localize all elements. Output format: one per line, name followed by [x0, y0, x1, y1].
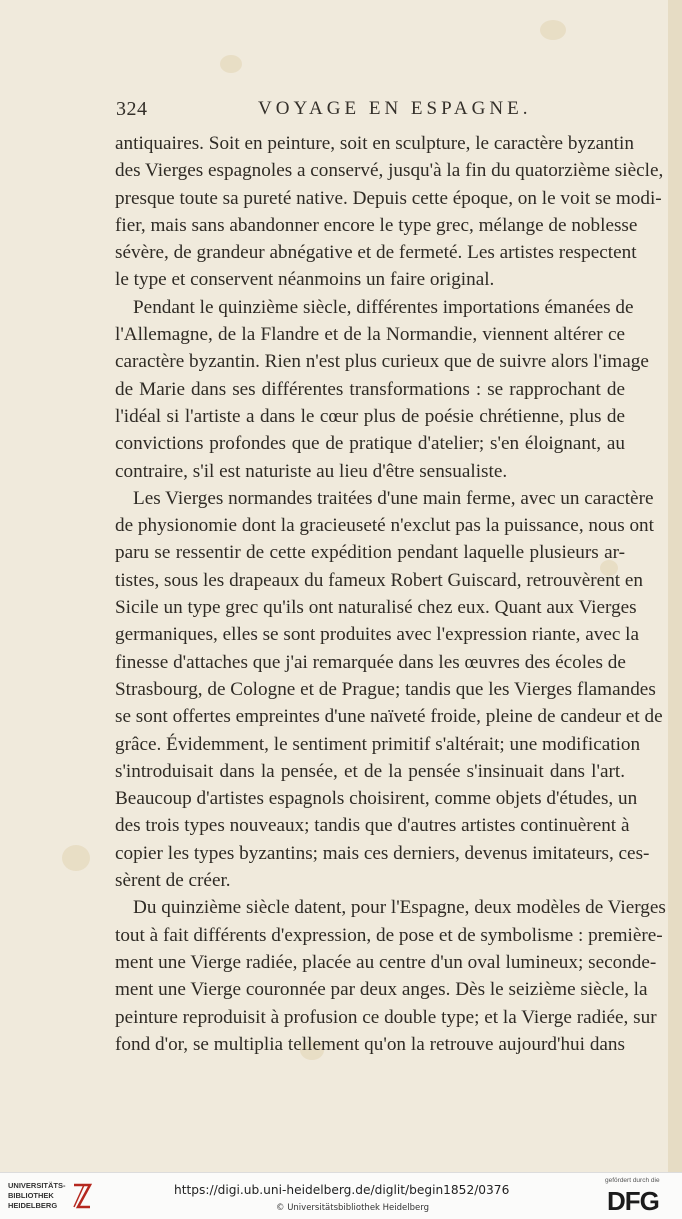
text-line: tout à fait différents d'expression, de pose et de symbolisme : première-	[115, 924, 663, 946]
text-line: Du quinzième siècle datent, pour l'Espagne, deux modèles de Vierges	[133, 897, 666, 919]
text-line: s'introduisait dans la pensée, et de la pensée s'insinuait dans l'art.	[115, 760, 625, 782]
library-name-line: HEIDELBERG	[8, 1201, 58, 1210]
text-line: de Marie dans ses différentes transformations : se rapprochant de	[115, 378, 625, 400]
running-title: VOYAGE EN ESPAGNE.	[258, 98, 532, 119]
copyright-notice: © Universitätsbibliothek Heidelberg	[276, 1203, 430, 1213]
text-line: copier les types byzantins; mais ces derniers, devenus imitateurs, ces-	[115, 842, 650, 864]
foxing-spot	[62, 845, 90, 871]
dfg-logo: DFG	[607, 1186, 659, 1216]
text-line: Pendant le quinzième siècle, différentes importations émanées de	[133, 296, 634, 318]
text-line: l'Allemagne, de la Flandre et de la Normandie, viennent altérer ce	[115, 324, 625, 346]
text-line: l'idéal si l'artiste a dans le cœur plus de poésie chrétienne, plus de	[115, 405, 625, 427]
foxing-spot	[540, 20, 566, 40]
library-name	[8, 1181, 66, 1211]
body-text	[115, 130, 666, 1058]
text-line: finesse d'attaches que j'ai remarquée dans les œuvres des écoles de	[115, 651, 626, 673]
text-line: convictions profondes que de pratique d'atelier; s'en éloignant, au	[115, 433, 625, 455]
text-line: germaniques, elles se sont produites avec l'expression riante, avec la	[115, 624, 640, 646]
text-line: tistes, sous les drapeaux du fameux Robert Guiscard, retrouvèrent en	[115, 569, 644, 591]
text-line: ment une Vierge radiée, placée au centre d'un oval lumineux; seconde-	[115, 951, 657, 973]
page-edge-shadow	[668, 0, 682, 1172]
text-line: des trois types nouveaux; tandis que d'autres artistes continuèrent à	[115, 815, 630, 837]
page-header	[0, 98, 682, 128]
text-line: le type et conservent néanmoins un faire original.	[115, 269, 495, 291]
text-line: Beaucoup d'artistes espagnols choisirent, comme objets d'études, un	[115, 788, 638, 810]
text-line: Les Vierges normandes traitées d'une main ferme, avec un caractère	[133, 487, 654, 509]
text-line: caractère byzantin. Rien n'est plus curieux que de suivre alors l'image	[115, 351, 649, 373]
text-line: Sicile un type grec qu'ils ont naturalisé chez eux. Quant aux Vierges	[115, 597, 637, 619]
text-line: de physionomie dont la gracieuseté n'exclut pas la puissance, nous ont	[115, 515, 654, 537]
text-line: Strasbourg, de Cologne et de Prague; tandis que les Vierges flamandes	[115, 678, 656, 700]
text-line: grâce. Évidemment, le sentiment primitif s'altérait; une modification	[115, 733, 641, 755]
page-number: 324	[116, 98, 148, 120]
foxing-spot	[220, 55, 242, 73]
library-name-line: BIBLIOTHEK	[8, 1191, 54, 1200]
text-line: presque toute sa pureté native. Depuis cette époque, on le voit se modi-	[115, 187, 662, 209]
text-line: contraire, s'il est naturiste au lieu d'être sensualiste.	[115, 460, 508, 482]
permalink-url[interactable]: https://digi.ub.uni-heidelberg.de/diglit/begin1852/0376	[174, 1183, 510, 1197]
library-name-line: UNIVERSITÄTS-	[8, 1181, 66, 1190]
text-line: des Vierges espagnoles a conservé, jusqu'à la fin du quatorzième siècle,	[115, 160, 664, 182]
text-line: fier, mais sans abandonner encore le type grec, mélange de noblesse	[115, 214, 638, 236]
text-line: paru se ressentir de cette expédition pendant laquelle plusieurs ar-	[115, 542, 625, 564]
library-logo-icon	[70, 1181, 94, 1211]
text-line: se sont offertes empreintes d'une naïveté froide, pleine de candeur et de	[115, 706, 663, 728]
text-line: ment une Vierge couronnée par deux anges. Dès le seizième siècle, la	[115, 979, 648, 1001]
text-line: antiquaires. Soit en peinture, soit en sculpture, le caractère byzantin	[115, 133, 634, 154]
text-line: peinture reproduisit à profusion ce double type; et la Vierge radiée, sur	[115, 1006, 657, 1028]
text-line: sévère, de grandeur abnégative et de fermeté. Les artistes respectent	[115, 242, 637, 264]
viewer-footer	[0, 1172, 682, 1219]
text-line: fond d'or, se multiplia tellement qu'on la retrouve aujourd'hui dans	[115, 1033, 625, 1055]
text-line: sèrent de créer.	[115, 870, 231, 892]
funder-caption: gefördert durch die	[605, 1177, 660, 1184]
